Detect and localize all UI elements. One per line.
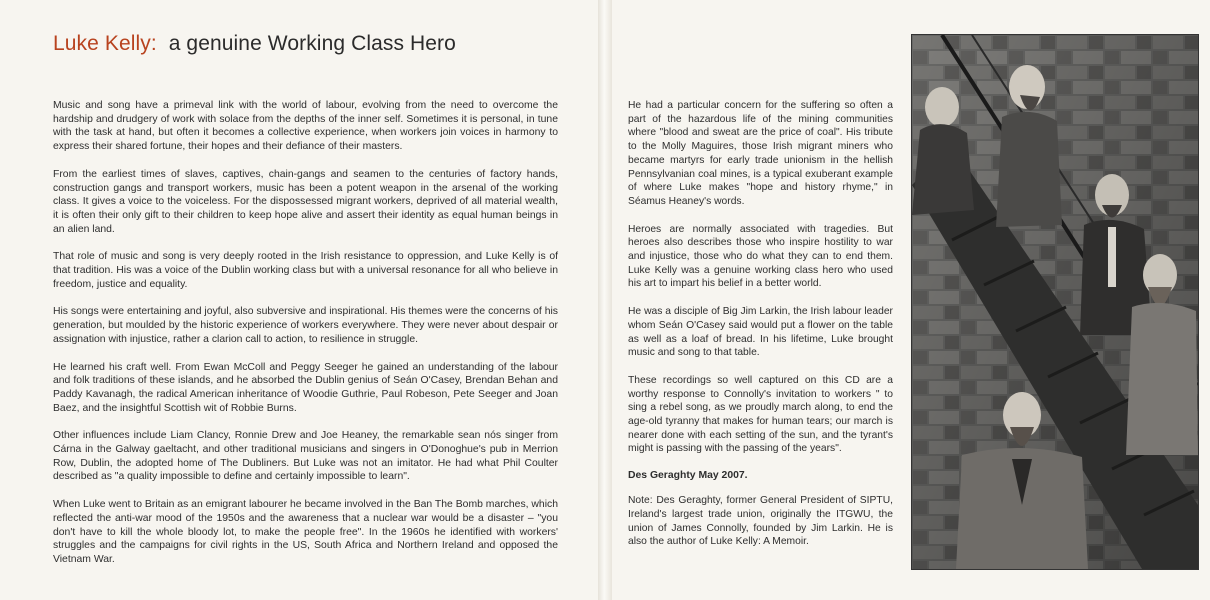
left-text-column	[53, 99, 558, 581]
title-colon: :	[150, 32, 157, 55]
band-photo	[912, 35, 1198, 569]
paragraph: Other influences include Liam Clancy, Ronnie Drew and Joe Heaney, the remarkable sean nós singer from Cárna in the Galway gaeltacht, and other traditional musicians and singers in O'Donoghue's pub in Merrion Row, Dublin, the adopted home of The Dubliners. But Luke was not an imitator. He had what Phil Coulter described as "a quality impossible to define and certainly impossible to learn".	[53, 430, 558, 483]
paragraph: He learned his craft well. From Ewan McColl and Peggy Seeger he gained an understanding of the labour and folk traditions of these islands, and he absorbed the Dublin genius of Seán O'Casey, Brendan Behan and Paddy Kavanagh, the radical American inheritance of Woodie Guthrie, Paul Robeson, Pete Seeger and Joan Baez, and the insightful Scottish wit of Robbie Burns.	[53, 361, 558, 414]
paragraph: He was a disciple of Big Jim Larkin, the Irish labour leader whom Seán O'Casey said would put a flower on the table as well as a loaf of bread. In his lifetime, Luke brought music and song to that table.	[628, 306, 893, 359]
left-page	[0, 0, 598, 600]
booklet-spine	[598, 0, 612, 600]
author-note: Note: Des Geraghty, former General President of SIPTU, Ireland's largest trade union, originally the ITGWU, the union of James Connolly, founded by Jim Larkin. He is also the author of Luke Kelly: A Memoir.	[628, 495, 893, 548]
author-signature: Des Geraghty May 2007.	[628, 470, 748, 482]
paragraph: From the earliest times of slaves, captives, chain-gangs and seamen to the centuries of factory hands, construction gangs and transport workers, music has been a potent weapon in the arsenal of the working class. It gives a voice to the voiceless. For the dispossessed migrant workers, deprived of all material wealth, it is often their only gift to their children to keep hope alive and assert their identity as equal human beings in an alien land.	[53, 168, 558, 235]
paragraph: When Luke went to Britain as an emigrant labourer he became involved in the Ban The Bomb marches, which reflected the anti-war mood of the 1950s and the awareness that a nuclear war would be a disaster – "you don't have to kill the whole bloody lot, to make the people free". In the 1960s he identified with workers' struggles and the campaigns for civil rights in the US, South Africa and Northern Ireland and opposed the Vietnam War.	[53, 499, 558, 565]
title-name: Luke Kelly	[53, 32, 151, 55]
paragraph: His songs were entertaining and joyful, also subversive and inspirational. His themes were the concerns of his generation, but moulded by the historic experience of workers everywhere. They were never about despair or assignation with injustice, rather a clarion call to action, to resilience in struggle.	[53, 306, 558, 345]
paragraph: That role of music and song is very deeply rooted in the Irish resistance to oppression, and Luke Kelly is of that tradition. His was a voice of the Dublin working class but with a universal resonance for all who believe in freedom, justice and equality.	[53, 251, 558, 290]
page-title	[53, 32, 456, 56]
title-subtitle: a genuine Working Class Hero	[168, 32, 456, 55]
paragraph: He had a particular concern for the suffering so often a part of the hazardous life of the mining communities where "blood and sweat are the price of coal". His tribute to the Molly Maguires, those Irish migrant miners who became martyrs for early trade unionism in the hellish Pennsylvanian coal mines, is a typical exuberant example of where Luke makes "hope and history rhyme," in Séamus Heaney's words.	[628, 100, 893, 207]
paragraph: These recordings so well captured on this CD are a worthy response to Connolly's invitation to workers " to sing a rebel song, as we proudly march along, to end the age-old tyranny that makes for human tears; our march is nearer done with each setting of the sun, and the tyrant's might is passing with the passing of the years".	[628, 374, 893, 455]
paragraph: Music and song have a primeval link with the world of labour, evolving from the need to overcome the hardship and drudgery of work with solace from the depths of the inner self. Sometimes it is personal, in tune with the task at hand, but often it becomes a collective experience, when workers join voices in harmony to express their shared fortune, their hopes and their defiance of their masters.	[53, 100, 558, 153]
band-photo-illustration	[912, 35, 1198, 569]
paragraph: Heroes are normally associated with tragedies. But heroes also describes those who inspire hostility to war and injustice, those who do what they can to end them. Luke Kelly was a genuine working class hero who used his art to impart his belief in a better world.	[628, 223, 893, 290]
right-text-column	[628, 99, 893, 563]
